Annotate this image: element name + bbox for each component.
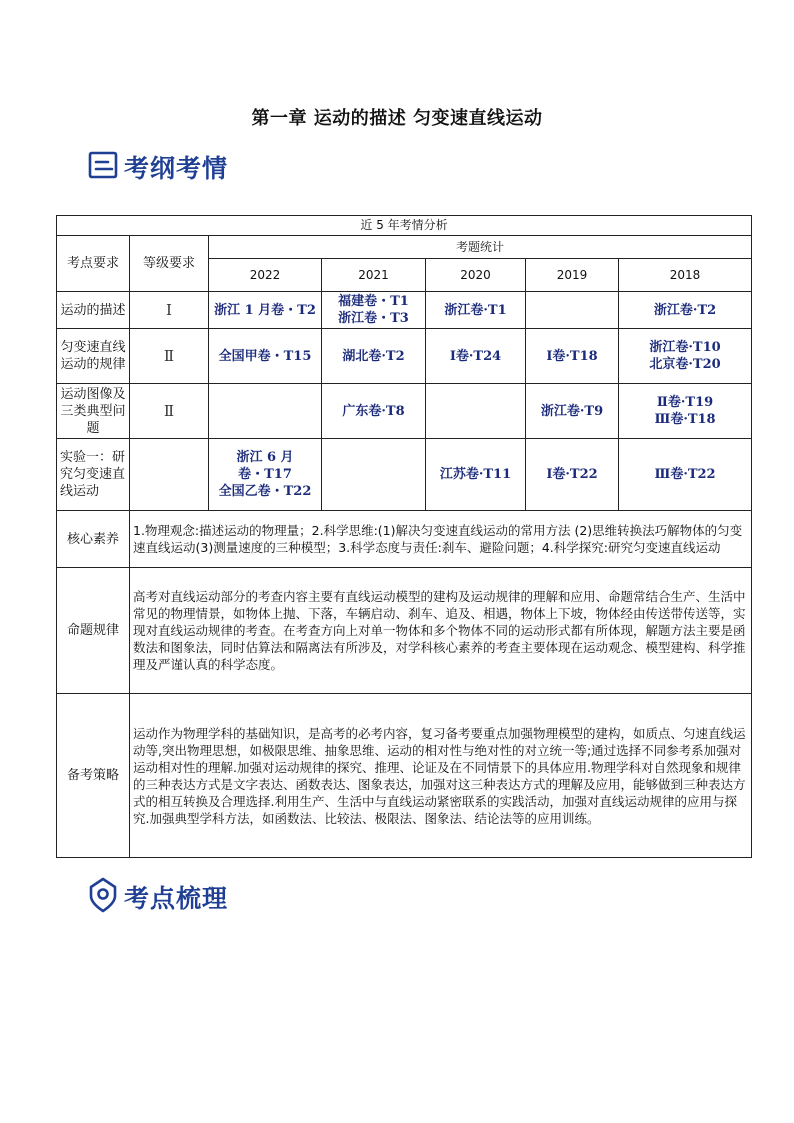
row-label: 匀变速直线运动的规律 <box>57 329 130 384</box>
year-header: 2018 <box>619 259 752 292</box>
exam-ref: 浙江卷·T1 <box>444 302 507 318</box>
section-title: 考点梳理 <box>124 884 229 913</box>
exam-ref: Ⅰ卷·T18 <box>546 348 598 364</box>
level-value: Ⅱ <box>130 384 209 439</box>
table-row <box>57 384 752 439</box>
exam-ref: Ⅲ卷·T18 <box>654 412 716 427</box>
table-caption: 近 5 年考情分析 <box>57 216 752 236</box>
exam-ref: 浙江卷·T10 <box>649 340 721 355</box>
row-label: 命题规律 <box>57 568 130 694</box>
document-lines-icon <box>86 148 120 186</box>
row-label: 运动图像及三类典型问题 <box>57 384 130 439</box>
col-header-stats: 考题统计 <box>209 236 752 259</box>
section-title: 考纲考情 <box>124 154 229 183</box>
row-label: 运动的描述 <box>57 292 130 329</box>
exam-ref: 北京卷·T20 <box>649 357 721 372</box>
exam-ref: 浙江 1 月卷・T2 <box>214 302 316 318</box>
exam-ref: 浙江卷·T2 <box>653 302 717 318</box>
exam-analysis-table <box>56 215 752 858</box>
exam-ref: 福建卷・T1 <box>338 294 409 309</box>
row-label: 核心素养 <box>57 511 130 568</box>
col-header-dengji: 等级要求 <box>130 236 209 292</box>
year-header: 2022 <box>209 259 322 292</box>
col-header-kaodian: 考点要求 <box>57 236 130 292</box>
exam-ref: 湖北卷·T2 <box>342 348 405 364</box>
year-header: 2020 <box>426 259 526 292</box>
exam-ref: 浙江卷・T3 <box>338 311 409 326</box>
level-value <box>130 439 209 511</box>
exam-ref: Ⅰ卷·T22 <box>546 467 598 482</box>
page-title: 第一章 运动的描述 匀变速直线运动 <box>251 108 543 129</box>
level-value: Ⅱ <box>130 329 209 384</box>
table-row <box>57 292 752 329</box>
exam-ref: 全国甲卷・T15 <box>218 348 312 364</box>
exam-ref: 广东卷·T8 <box>342 403 405 419</box>
year-header: 2021 <box>322 259 426 292</box>
exam-ref: 卷・T17 <box>238 467 292 482</box>
section-header-kaogang <box>86 148 228 186</box>
empty-cell <box>209 384 322 439</box>
exam-ref: 江苏卷·T11 <box>439 467 512 482</box>
year-header: 2019 <box>526 259 619 292</box>
core-literacy-text: 1.物理观念:描述运动的物理量；2.科学思维:(1)解决匀变速直线运动的常用方法 (2)思维转换法巧解物体的匀变速直线运动(3)测量速度的三种模型；3.科学态度与责任:刹车、避险问题；4.科学探究:研究匀变速直线运动 <box>130 511 752 568</box>
level-value: Ⅰ <box>130 292 209 329</box>
exam-ref: 全国乙卷・T22 <box>218 484 312 499</box>
empty-cell <box>426 384 526 439</box>
map-pin-icon <box>86 876 120 918</box>
exam-ref: Ⅲ卷·T22 <box>654 467 716 482</box>
exam-ref: 浙江 6 月 <box>236 450 294 465</box>
exam-ref: Ⅱ卷·T19 <box>656 395 714 410</box>
table-row <box>57 439 752 511</box>
table-row <box>57 329 752 384</box>
exam-ref: 浙江卷·T9 <box>540 403 604 419</box>
table-row <box>57 694 752 858</box>
empty-cell <box>526 292 619 329</box>
proposition-pattern-text: 高考对直线运动部分的考查内容主要有直线运动模型的建构及运动规律的理解和应用、命题常结合生产、生活中常见的物理情景，如物体上抛、下落，车辆启动、刹车、追及、相遇，物体上下坡，物体经由传送带传送等，实现对直线运动规律的考查。在考查方向上对单一物体和多个物体不同的运动形式都有所体现，解题方法主要是函数法和图象法，同时估算法和隔离法有所涉及，对学科核心素养的考查主要体现在运动观念、模型建构、科学推理及严谨认真的科学态度。 <box>130 568 752 694</box>
row-label: 实验一：研究匀变速直线运动 <box>57 439 130 511</box>
exam-strategy-text: 运动作为物理学科的基础知识，是高考的必考内容，复习备考要重点加强物理模型的建构，如质点、匀速直线运动等,突出物理思想，如极限思维、抽象思维、运动的相对性与绝对性的对立统一等;通过选择不同参考系加强对运动相对性的理解.加强对运动规律的探究、推理、论证及在不同情景下的具体应用.物理学科对自然现象和规律的三种表达方式是文字表达、函数表达、图象表达，加强对这三种表达方式的理解及应用，能够做到三种表达方式的相互转换及合理选择.利用生产、生活中与直线运动紧密联系的实践活动，加强对直线运动规律的应用与探究.加强典型学科方法，如函数法、比较法、极限法、图象法、结论法等的应用训练。 <box>130 694 752 858</box>
exam-ref: Ⅰ卷·T24 <box>449 348 502 364</box>
row-label: 备考策略 <box>57 694 130 858</box>
section-header-kaodian <box>86 876 228 918</box>
table-row <box>57 568 752 694</box>
empty-cell <box>322 439 426 511</box>
table-row <box>57 511 752 568</box>
